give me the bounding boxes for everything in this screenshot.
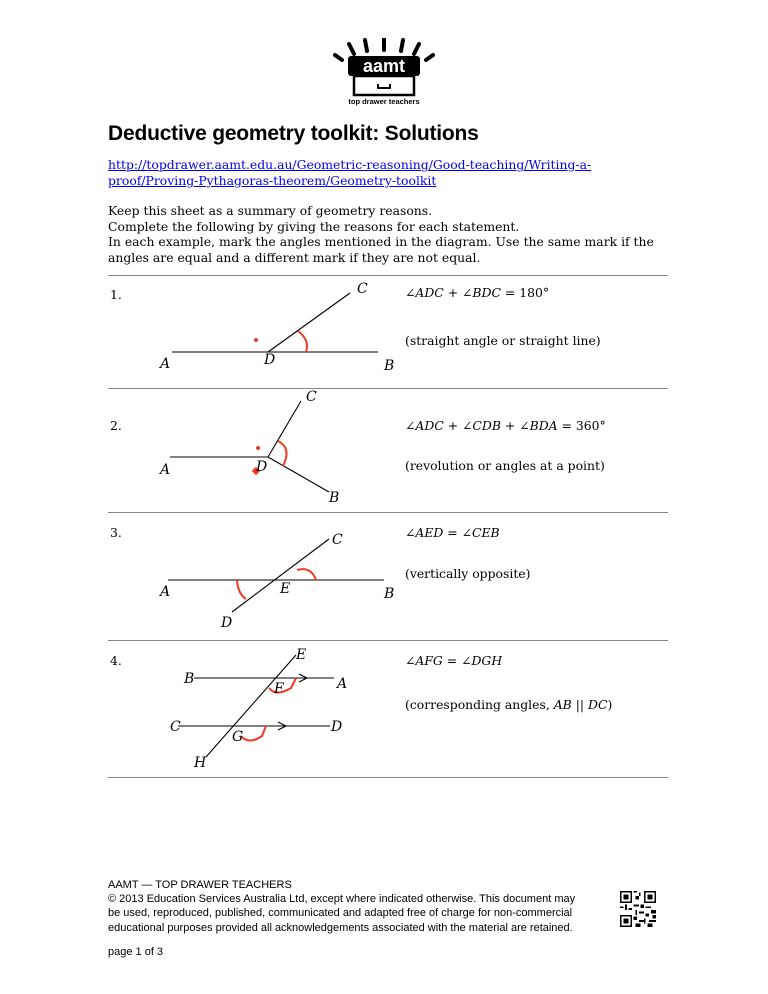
page-title: Deductive geometry toolkit: Solutions	[108, 122, 479, 145]
item-reason: (straight angle or straight line)	[405, 333, 601, 348]
label-B: B	[384, 358, 395, 374]
footer	[108, 878, 608, 935]
item-number: 4.	[110, 653, 122, 668]
item-number: 3.	[110, 525, 122, 540]
page-number: page 1 of 3	[108, 946, 164, 958]
label-A: A	[160, 584, 171, 600]
label-F: F	[274, 681, 284, 697]
footer-line: be used, reproduced, published, communicated and adapted free of charge for non-commercial	[108, 907, 573, 920]
logo-wordmark: aamt	[362, 56, 406, 76]
label-D: D	[331, 719, 343, 735]
label-G: G	[232, 729, 244, 745]
footer-line: © 2013 Education Services Australia Ltd, except where indicated otherwise. This document may	[108, 893, 576, 906]
item-reason: (revolution or angles at a point)	[405, 458, 605, 473]
intro-line: Complete the following by giving the reasons for each statement.	[108, 218, 520, 234]
label-A: A	[160, 462, 171, 478]
label-D: D	[221, 615, 233, 631]
label-E: E	[296, 647, 307, 663]
footer-line: educational purposes provided all acknowledgements associated with the material are retained.	[108, 921, 573, 934]
label-C: C	[306, 389, 317, 405]
label-E: E	[280, 581, 291, 597]
label-B: B	[384, 586, 395, 602]
label-D: D	[264, 352, 276, 368]
link-line-2[interactable]: proof/Proving-Pythagoras-theorem/Geometry-toolkit	[108, 173, 437, 188]
label-A: A	[337, 676, 348, 692]
item-statement: ∠AFG = ∠DGH	[405, 653, 503, 668]
label-B: B	[184, 671, 195, 687]
item-statement: ∠ADC + ∠BDC = 180°	[405, 285, 550, 300]
label-B: B	[329, 490, 340, 506]
label-D: D	[256, 459, 268, 475]
label-C: C	[170, 719, 181, 735]
link-line-1[interactable]: http://topdrawer.aamt.edu.au/Geometric-reasoning/Good-teaching/Writing-a-	[108, 157, 592, 172]
label-C: C	[332, 532, 343, 548]
intro-line: Keep this sheet as a summary of geometry reasons.	[108, 203, 433, 218]
item-reason: (vertically opposite)	[405, 566, 531, 581]
qr-code-icon	[620, 891, 656, 927]
label-H: H	[194, 755, 207, 771]
item-number: 1.	[110, 287, 122, 302]
intro-line: angles are equal and a different mark if they are not equal.	[108, 249, 481, 265]
item-reason: (corresponding angles, AB || DC)	[405, 697, 613, 712]
footer-line: AAMT — TOP DRAWER TEACHERS	[108, 879, 292, 891]
item-statement: ∠AED = ∠CEB	[405, 525, 500, 540]
label-C: C	[357, 281, 368, 297]
label-A: A	[160, 356, 171, 372]
item-statement: ∠ADC + ∠CDB + ∠BDA = 360°	[405, 418, 606, 433]
logo-tagline: top drawer teachers	[348, 97, 420, 106]
item-number: 2.	[110, 418, 122, 433]
intro-line: In each example, mark the angles mentioned in the diagram. Use the same mark if the	[108, 234, 654, 249]
